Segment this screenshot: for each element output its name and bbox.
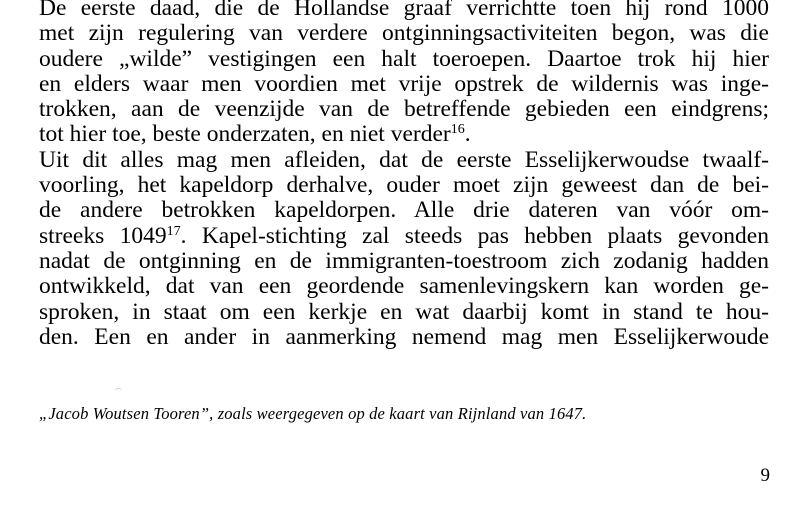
paragraph-end-line bbox=[39, 122, 769, 147]
text-line: nadat de ontginning en de immigranten-toestroom zich zodanig hadden bbox=[39, 247, 769, 274]
text-line bbox=[39, 224, 769, 249]
text-line: ontwikkeld, dat van een geordende samenlevingskern kan worden ge- bbox=[39, 273, 769, 300]
footnote-reference: 17 bbox=[166, 223, 181, 239]
text-line: den. Een en ander in aanmerking nemend mag men Esselijkerwoude bbox=[39, 323, 769, 350]
text-line: oudere „wilde” vestigingen een halt toeroepen. Daartoe trok hij hier bbox=[39, 45, 769, 72]
footnote-reference: 16 bbox=[450, 122, 465, 138]
image-caption: „Jacob Woutsen Tooren”, zoals weergegeven op de kaart van Rijnland van 1647. bbox=[39, 404, 587, 423]
text-segment: . bbox=[464, 121, 471, 148]
body-text bbox=[39, 0, 769, 350]
text-line: en elders waar men voordien met vrije opstrek de wildernis was inge- bbox=[39, 70, 769, 97]
text-segment: tot hier toe, beste onderzaten, en niet verder bbox=[39, 121, 451, 148]
text-segment: . Kapel-stichting zal steeds pas hebben plaats gevonden bbox=[180, 222, 769, 249]
text-line: trokken, aan de veenzijde van de betreffende gebieden een eindgrens; bbox=[39, 96, 769, 123]
text-segment: streeks 1049 bbox=[39, 222, 167, 249]
text-line: sproken, in staat om een kerkje en wat daarbij komt in stand te hou- bbox=[39, 298, 769, 325]
text-line: de andere betrokken kapeldorpen. Alle drie dateren van vóór om- bbox=[39, 197, 769, 224]
text-line: voorling, het kapeldorp derhalve, ouder moet zijn geweest dan de bei- bbox=[39, 172, 769, 199]
text-line: Uit dit alles mag men afleiden, dat de eerste Esselijkerwoudse twaalf- bbox=[39, 146, 769, 173]
scan-speck bbox=[115, 388, 122, 394]
page-number: 9 bbox=[760, 465, 770, 486]
text-line: met zijn regulering van verdere ontginningsactiviteiten begon, was die bbox=[39, 20, 769, 47]
text-line: De eerste daad, die de Hollandse graaf verrichtte toen hij rond 1000 bbox=[39, 0, 769, 21]
